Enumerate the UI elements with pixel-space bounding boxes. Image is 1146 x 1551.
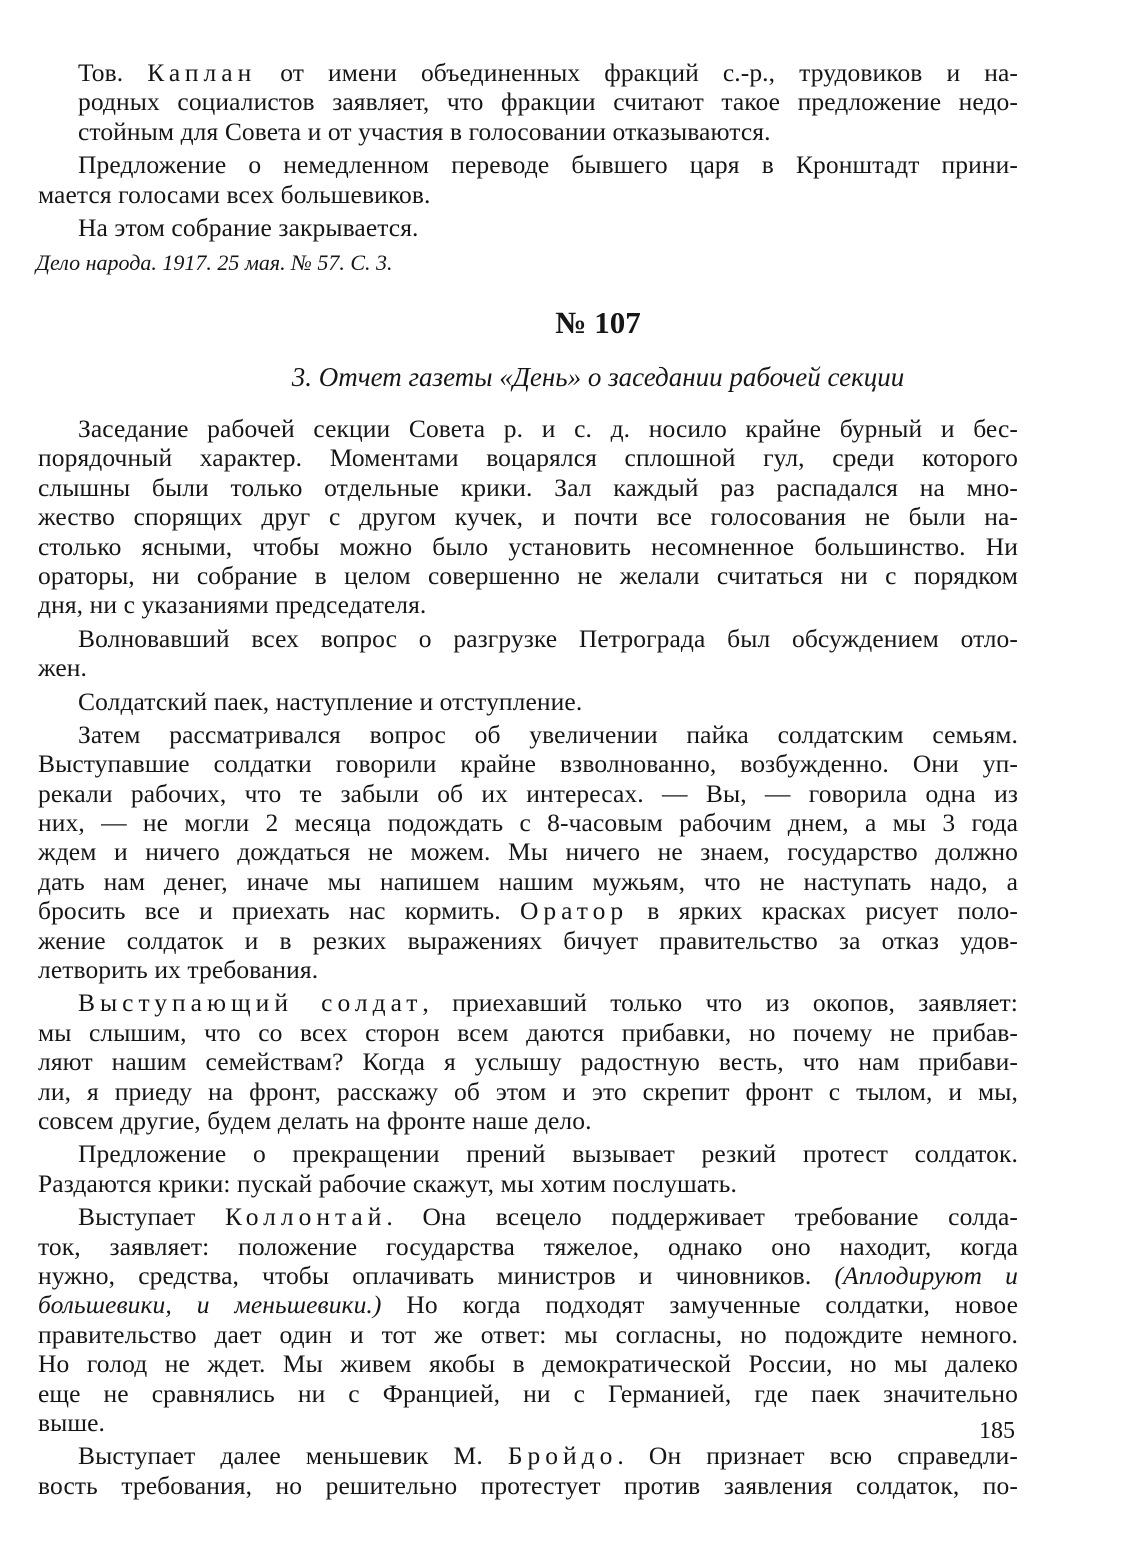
text-line: Выступающий солдат, приехавший только что из окопов, заявляет: — [78, 988, 1018, 1018]
text-line: рекали рабочих, что те забыли об их интересах. — Вы, — говорила одна из — [38, 778, 1018, 808]
text-line: Но голод не ждет. Мы живем якобы в демократической России, но мы далеко — [38, 1349, 1018, 1379]
text-line: бросить все и приехать нас кормить. Оратор в ярких красках рисует поло- — [38, 896, 1018, 926]
text-line: Раздаются крики: пускай рабочие скажут, мы хотим послушать. — [38, 1168, 737, 1198]
text-line: жество спорящих друг с другом кучек, и почти все голосования не были на- — [38, 502, 1018, 532]
text-line: еще не сравнялись ни с Францией, ни с Германией, где паек значительно — [38, 1378, 1018, 1408]
top-paragraphs — [38, 58, 1018, 242]
source-citation: Дело народа. 1917. 25 мая. № 57. С. 3. — [36, 250, 393, 275]
text-line: ток, заявляет: положение государства тяжелое, однако оно находит, когда — [38, 1231, 1018, 1261]
text-line: Затем рассматривался вопрос об увеличении пайка солдатским семьям. — [78, 719, 1018, 749]
text-line: родных социалистов заявляет, что фракции считают такое предложение недо- — [78, 87, 1018, 117]
text-line: вость требования, но решительно протестует против заявления солдаток, по- — [38, 1470, 1018, 1500]
text-line: дня, ни с указаниями председателя. — [38, 590, 427, 620]
text-line: выше. — [38, 1407, 106, 1437]
text-line: столько ясными, чтобы можно было установить несомненное большинство. Ни — [38, 531, 1018, 561]
text-line: Заседание рабочей секции Совета р. и с. д. носило крайне бурный и бес- — [78, 414, 1018, 443]
text-line: ляют нашим семействам? Когда я услышу радостную весть, что нам прибави- — [38, 1047, 1018, 1077]
text-line: Волновавший всех вопрос о разгрузке Петрограда был обсуждением отло- — [78, 623, 1018, 653]
document-number: № 107 — [555, 305, 641, 340]
text-line: них, — не могли 2 месяца подождать с 8-часовым рабочим днем, а мы 3 года — [38, 808, 1018, 838]
text-line: На этом собрание закрывается. — [78, 212, 419, 242]
document-title: 3. Отчет газеты «День» о заседании рабочей секции — [291, 362, 905, 392]
text-line: слышны были только отдельные крики. Зал каждый раз распадался на мно- — [38, 472, 1018, 502]
text-line: совсем другие, будем делать на фронте наше дело. — [38, 1105, 592, 1135]
text-line: жение солдаток и в резких выражениях бичует правительство за отказ удов- — [38, 925, 1018, 955]
text-line: большевики, и меньшевики.) Но когда подходят замученные солдатки, новое — [38, 1290, 1018, 1320]
text-line: правительство дает один и тот же ответ: мы согласны, но подождите немного. — [38, 1319, 1018, 1349]
text-line: нужно, средства, чтобы оплачивать министров и чиновников. (Аплодируют и — [38, 1260, 1018, 1290]
body-paragraphs — [38, 414, 1019, 1500]
text-line: жен. — [38, 653, 88, 683]
text-line: мается голосами всех большевиков. — [38, 179, 431, 209]
text-line: Предложение о прекращении прений вызывает резкий протест солдаток. — [78, 1139, 1018, 1169]
text-line: стойным для Совета и от участия в голосовании отказываются. — [78, 116, 771, 146]
text-line: Выступает Коллонтай. Она всецело поддерживает требование солда- — [78, 1202, 1018, 1232]
text-line: порядочный характер. Моментами воцарялся сплошной гул, среди которого — [38, 443, 1018, 473]
text-line: Тов. Каплан от имени объединенных фракций с.-р., трудовиков и на- — [78, 58, 1018, 87]
text-line: ораторы, ни собрание в целом совершенно не желали считаться ни с порядком — [38, 560, 1018, 590]
text-line: Выступавшие солдатки говорили крайне взволнованно, возбужденно. Они уп- — [38, 749, 1018, 779]
text-line: дать нам денег, иначе мы напишем нашим мужьям, что не наступать надо, а — [38, 866, 1018, 896]
text-line: Солдатский паек, наступление и отступление. — [78, 686, 583, 716]
text-line: мы слышим, что со всех сторон всем даются прибавки, но почему не прибав- — [38, 1017, 1018, 1047]
text-line: Выступает далее меньшевик М. Бройдо. Он признает всю справедли- — [78, 1441, 1019, 1471]
page-number: 185 — [979, 1418, 1015, 1444]
text-line: ждем и ничего дождаться не можем. Мы ничего не знаем, государство должно — [38, 837, 1018, 867]
text-line: летворить их требования. — [38, 955, 319, 985]
text-line: Предложение о немедленном переводе бывшего царя в Кронштадт прини- — [78, 150, 1018, 180]
text-line: ли, я приеду на фронт, расскажу об этом и это скрепит фронт с тылом, и мы, — [38, 1076, 1018, 1106]
